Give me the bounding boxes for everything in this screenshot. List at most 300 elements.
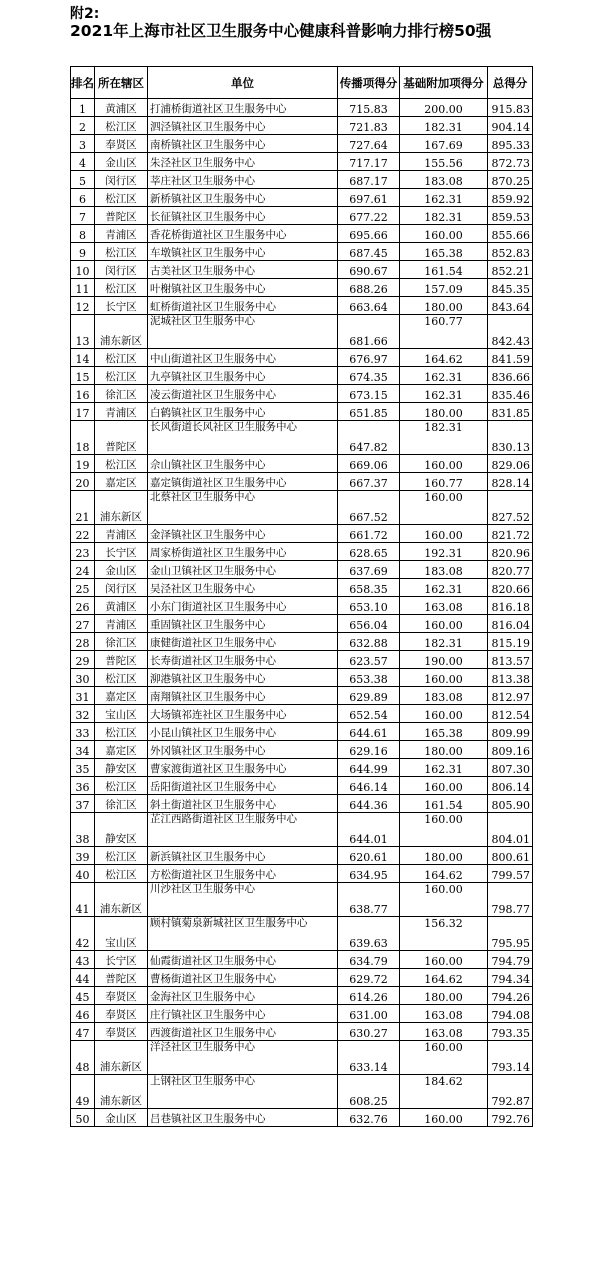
cell-spread-score: 673.15 bbox=[338, 385, 400, 403]
ranking-table bbox=[70, 66, 533, 1127]
cell-spread-score: 688.26 bbox=[338, 279, 400, 297]
cell-bonus-score: 184.62 bbox=[400, 1075, 488, 1109]
cell-spread-score: 652.54 bbox=[338, 705, 400, 723]
cell-unit: 朱泾社区卫生服务中心 bbox=[148, 153, 338, 171]
cell-bonus-score: 165.38 bbox=[400, 243, 488, 261]
cell-district: 闵行区 bbox=[95, 261, 148, 279]
cell-unit: 车墩镇社区卫生服务中心 bbox=[148, 243, 338, 261]
cell-spread-score: 644.99 bbox=[338, 759, 400, 777]
cell-district: 宝山区 bbox=[95, 917, 148, 951]
table-row bbox=[71, 261, 533, 279]
cell-total-score: 794.26 bbox=[488, 987, 533, 1005]
cell-spread-score: 633.14 bbox=[338, 1041, 400, 1075]
cell-total-score: 815.19 bbox=[488, 633, 533, 651]
cell-bonus-score: 183.08 bbox=[400, 561, 488, 579]
cell-rank: 31 bbox=[71, 687, 95, 705]
cell-rank: 13 bbox=[71, 315, 95, 349]
cell-spread-score: 631.00 bbox=[338, 1005, 400, 1023]
cell-unit: 香花桥街道社区卫生服务中心 bbox=[148, 225, 338, 243]
cell-total-score: 904.14 bbox=[488, 117, 533, 135]
cell-rank: 6 bbox=[71, 189, 95, 207]
cell-total-score: 805.90 bbox=[488, 795, 533, 813]
cell-rank: 27 bbox=[71, 615, 95, 633]
cell-bonus-score: 180.00 bbox=[400, 741, 488, 759]
cell-spread-score: 646.14 bbox=[338, 777, 400, 795]
cell-district: 松江区 bbox=[95, 279, 148, 297]
cell-rank: 50 bbox=[71, 1109, 95, 1127]
cell-total-score: 859.53 bbox=[488, 207, 533, 225]
cell-rank: 37 bbox=[71, 795, 95, 813]
cell-bonus-score: 160.00 bbox=[400, 455, 488, 473]
cell-spread-score: 658.35 bbox=[338, 579, 400, 597]
cell-spread-score: 623.57 bbox=[338, 651, 400, 669]
cell-unit: 吴泾社区卫生服务中心 bbox=[148, 579, 338, 597]
cell-spread-score: 681.66 bbox=[338, 315, 400, 349]
cell-bonus-score: 160.00 bbox=[400, 883, 488, 917]
cell-spread-score: 687.17 bbox=[338, 171, 400, 189]
cell-unit: 长征镇社区卫生服务中心 bbox=[148, 207, 338, 225]
cell-rank: 40 bbox=[71, 865, 95, 883]
table-row bbox=[71, 543, 533, 561]
cell-total-score: 798.77 bbox=[488, 883, 533, 917]
cell-spread-score: 695.66 bbox=[338, 225, 400, 243]
cell-unit: 重固镇社区卫生服务中心 bbox=[148, 615, 338, 633]
cell-bonus-score: 192.31 bbox=[400, 543, 488, 561]
cell-total-score: 872.73 bbox=[488, 153, 533, 171]
cell-unit: 中山街道社区卫生服务中心 bbox=[148, 349, 338, 367]
cell-bonus-score: 160.77 bbox=[400, 315, 488, 349]
cell-total-score: 821.72 bbox=[488, 525, 533, 543]
cell-bonus-score: 161.54 bbox=[400, 261, 488, 279]
cell-total-score: 852.21 bbox=[488, 261, 533, 279]
cell-spread-score: 647.82 bbox=[338, 421, 400, 455]
cell-spread-score: 634.95 bbox=[338, 865, 400, 883]
cell-total-score: 816.04 bbox=[488, 615, 533, 633]
cell-district: 徐汇区 bbox=[95, 795, 148, 813]
cell-unit: 曹家渡街道社区卫生服务中心 bbox=[148, 759, 338, 777]
cell-unit: 凌云街道社区卫生服务中心 bbox=[148, 385, 338, 403]
cell-rank: 44 bbox=[71, 969, 95, 987]
cell-district: 奉贤区 bbox=[95, 1005, 148, 1023]
cell-district: 徐汇区 bbox=[95, 385, 148, 403]
cell-bonus-score: 182.31 bbox=[400, 207, 488, 225]
cell-unit: 泗泾镇社区卫生服务中心 bbox=[148, 117, 338, 135]
cell-unit: 岳阳街道社区卫生服务中心 bbox=[148, 777, 338, 795]
cell-unit: 泖港镇社区卫生服务中心 bbox=[148, 669, 338, 687]
cell-rank: 41 bbox=[71, 883, 95, 917]
cell-spread-score: 717.17 bbox=[338, 153, 400, 171]
cell-total-score: 804.01 bbox=[488, 813, 533, 847]
cell-unit: 白鹤镇社区卫生服务中心 bbox=[148, 403, 338, 421]
cell-total-score: 895.33 bbox=[488, 135, 533, 153]
cell-total-score: 809.99 bbox=[488, 723, 533, 741]
cell-total-score: 793.14 bbox=[488, 1041, 533, 1075]
cell-total-score: 870.25 bbox=[488, 171, 533, 189]
cell-spread-score: 637.69 bbox=[338, 561, 400, 579]
cell-unit: 北蔡社区卫生服务中心 bbox=[148, 491, 338, 525]
cell-district: 黄浦区 bbox=[95, 597, 148, 615]
cell-total-score: 800.61 bbox=[488, 847, 533, 865]
cell-rank: 12 bbox=[71, 297, 95, 315]
cell-district: 青浦区 bbox=[95, 403, 148, 421]
cell-unit: 长风街道长风社区卫生服务中心 bbox=[148, 421, 338, 455]
cell-district: 浦东新区 bbox=[95, 1075, 148, 1109]
cell-district: 松江区 bbox=[95, 117, 148, 135]
table-row bbox=[71, 561, 533, 579]
cell-bonus-score: 183.08 bbox=[400, 687, 488, 705]
table-row bbox=[71, 207, 533, 225]
cell-district: 静安区 bbox=[95, 759, 148, 777]
cell-district: 静安区 bbox=[95, 813, 148, 847]
cell-rank: 39 bbox=[71, 847, 95, 865]
cell-unit: 康健街道社区卫生服务中心 bbox=[148, 633, 338, 651]
cell-rank: 26 bbox=[71, 597, 95, 615]
cell-district: 嘉定区 bbox=[95, 473, 148, 491]
cell-unit: 川沙社区卫生服务中心 bbox=[148, 883, 338, 917]
cell-district: 青浦区 bbox=[95, 225, 148, 243]
cell-rank: 32 bbox=[71, 705, 95, 723]
cell-spread-score: 638.77 bbox=[338, 883, 400, 917]
cell-spread-score: 677.22 bbox=[338, 207, 400, 225]
cell-district: 松江区 bbox=[95, 847, 148, 865]
cell-rank: 5 bbox=[71, 171, 95, 189]
cell-bonus-score: 190.00 bbox=[400, 651, 488, 669]
cell-total-score: 827.52 bbox=[488, 491, 533, 525]
cell-unit: 芷江西路街道社区卫生服务中心 bbox=[148, 813, 338, 847]
cell-unit: 新浜镇社区卫生服务中心 bbox=[148, 847, 338, 865]
cell-district: 闵行区 bbox=[95, 171, 148, 189]
cell-spread-score: 721.83 bbox=[338, 117, 400, 135]
table-row bbox=[71, 669, 533, 687]
cell-bonus-score: 161.54 bbox=[400, 795, 488, 813]
cell-spread-score: 653.10 bbox=[338, 597, 400, 615]
cell-rank: 9 bbox=[71, 243, 95, 261]
table-row bbox=[71, 525, 533, 543]
cell-bonus-score: 162.31 bbox=[400, 367, 488, 385]
cell-spread-score: 676.97 bbox=[338, 349, 400, 367]
cell-total-score: 915.83 bbox=[488, 99, 533, 117]
table-row bbox=[71, 403, 533, 421]
cell-unit: 大场镇祁连社区卫生服务中心 bbox=[148, 705, 338, 723]
cell-total-score: 842.43 bbox=[488, 315, 533, 349]
cell-spread-score: 674.35 bbox=[338, 367, 400, 385]
cell-spread-score: 727.64 bbox=[338, 135, 400, 153]
header-spread-score: 传播项得分 bbox=[338, 67, 400, 99]
table-row bbox=[71, 741, 533, 759]
cell-unit: 方松街道社区卫生服务中心 bbox=[148, 865, 338, 883]
cell-total-score: 807.30 bbox=[488, 759, 533, 777]
cell-district: 松江区 bbox=[95, 865, 148, 883]
cell-unit: 外冈镇社区卫生服务中心 bbox=[148, 741, 338, 759]
table-row bbox=[71, 777, 533, 795]
cell-unit: 新桥镇社区卫生服务中心 bbox=[148, 189, 338, 207]
cell-bonus-score: 163.08 bbox=[400, 1005, 488, 1023]
cell-bonus-score: 182.31 bbox=[400, 421, 488, 455]
cell-district: 嘉定区 bbox=[95, 741, 148, 759]
cell-spread-score: 697.61 bbox=[338, 189, 400, 207]
cell-district: 浦东新区 bbox=[95, 491, 148, 525]
cell-total-score: 820.77 bbox=[488, 561, 533, 579]
cell-total-score: 812.54 bbox=[488, 705, 533, 723]
table-row bbox=[71, 759, 533, 777]
cell-district: 普陀区 bbox=[95, 421, 148, 455]
cell-total-score: 813.38 bbox=[488, 669, 533, 687]
cell-district: 闵行区 bbox=[95, 579, 148, 597]
cell-total-score: 792.76 bbox=[488, 1109, 533, 1127]
cell-spread-score: 620.61 bbox=[338, 847, 400, 865]
cell-rank: 4 bbox=[71, 153, 95, 171]
cell-district: 普陀区 bbox=[95, 207, 148, 225]
cell-bonus-score: 163.08 bbox=[400, 1023, 488, 1041]
cell-spread-score: 628.65 bbox=[338, 543, 400, 561]
cell-spread-score: 656.04 bbox=[338, 615, 400, 633]
cell-district: 普陀区 bbox=[95, 651, 148, 669]
cell-rank: 3 bbox=[71, 135, 95, 153]
cell-bonus-score: 157.09 bbox=[400, 279, 488, 297]
cell-unit: 庄行镇社区卫生服务中心 bbox=[148, 1005, 338, 1023]
cell-unit: 仙霞街道社区卫生服务中心 bbox=[148, 951, 338, 969]
cell-rank: 28 bbox=[71, 633, 95, 651]
cell-unit: 顾村镇菊泉新城社区卫生服务中心 bbox=[148, 917, 338, 951]
table-row bbox=[71, 705, 533, 723]
cell-spread-score: 669.06 bbox=[338, 455, 400, 473]
cell-rank: 45 bbox=[71, 987, 95, 1005]
cell-unit: 周家桥街道社区卫生服务中心 bbox=[148, 543, 338, 561]
cell-total-score: 794.34 bbox=[488, 969, 533, 987]
cell-district: 青浦区 bbox=[95, 525, 148, 543]
table-row bbox=[71, 171, 533, 189]
cell-bonus-score: 162.31 bbox=[400, 385, 488, 403]
cell-total-score: 809.16 bbox=[488, 741, 533, 759]
cell-district: 松江区 bbox=[95, 777, 148, 795]
cell-bonus-score: 160.00 bbox=[400, 525, 488, 543]
table-row bbox=[71, 951, 533, 969]
table-row bbox=[71, 135, 533, 153]
cell-spread-score: 634.79 bbox=[338, 951, 400, 969]
cell-spread-score: 629.89 bbox=[338, 687, 400, 705]
cell-spread-score: 629.16 bbox=[338, 741, 400, 759]
table-row bbox=[71, 687, 533, 705]
cell-total-score: 835.46 bbox=[488, 385, 533, 403]
cell-rank: 22 bbox=[71, 525, 95, 543]
header-total-score: 总得分 bbox=[488, 67, 533, 99]
cell-total-score: 793.35 bbox=[488, 1023, 533, 1041]
cell-district: 金山区 bbox=[95, 153, 148, 171]
cell-spread-score: 667.37 bbox=[338, 473, 400, 491]
cell-spread-score: 690.67 bbox=[338, 261, 400, 279]
cell-district: 长宁区 bbox=[95, 951, 148, 969]
cell-total-score: 812.97 bbox=[488, 687, 533, 705]
table-row bbox=[71, 243, 533, 261]
table-row bbox=[71, 883, 533, 917]
page-title: 2021年上海市社区卫生服务中心健康科普影响力排行榜50强 bbox=[70, 22, 492, 40]
cell-unit: 叶榭镇社区卫生服务中心 bbox=[148, 279, 338, 297]
cell-district: 松江区 bbox=[95, 455, 148, 473]
cell-unit: 小昆山镇社区卫生服务中心 bbox=[148, 723, 338, 741]
table-row bbox=[71, 367, 533, 385]
table-row bbox=[71, 315, 533, 349]
cell-bonus-score: 160.77 bbox=[400, 473, 488, 491]
table-row bbox=[71, 633, 533, 651]
cell-spread-score: 639.63 bbox=[338, 917, 400, 951]
cell-rank: 7 bbox=[71, 207, 95, 225]
cell-bonus-score: 165.38 bbox=[400, 723, 488, 741]
table-row bbox=[71, 225, 533, 243]
cell-bonus-score: 163.08 bbox=[400, 597, 488, 615]
cell-total-score: 794.79 bbox=[488, 951, 533, 969]
cell-bonus-score: 160.00 bbox=[400, 777, 488, 795]
cell-rank: 14 bbox=[71, 349, 95, 367]
cell-unit: 上钢社区卫生服务中心 bbox=[148, 1075, 338, 1109]
cell-rank: 25 bbox=[71, 579, 95, 597]
cell-district: 松江区 bbox=[95, 367, 148, 385]
table-row bbox=[71, 189, 533, 207]
cell-bonus-score: 162.31 bbox=[400, 579, 488, 597]
cell-rank: 17 bbox=[71, 403, 95, 421]
cell-district: 浦东新区 bbox=[95, 315, 148, 349]
cell-bonus-score: 155.56 bbox=[400, 153, 488, 171]
cell-spread-score: 653.38 bbox=[338, 669, 400, 687]
cell-total-score: 829.06 bbox=[488, 455, 533, 473]
cell-district: 松江区 bbox=[95, 669, 148, 687]
cell-total-score: 859.92 bbox=[488, 189, 533, 207]
cell-bonus-score: 200.00 bbox=[400, 99, 488, 117]
cell-spread-score: 644.61 bbox=[338, 723, 400, 741]
cell-unit: 佘山镇社区卫生服务中心 bbox=[148, 455, 338, 473]
table-row bbox=[71, 969, 533, 987]
cell-unit: 九亭镇社区卫生服务中心 bbox=[148, 367, 338, 385]
table-row bbox=[71, 455, 533, 473]
cell-bonus-score: 160.00 bbox=[400, 813, 488, 847]
cell-unit: 洋泾社区卫生服务中心 bbox=[148, 1041, 338, 1075]
cell-district: 浦东新区 bbox=[95, 883, 148, 917]
cell-district: 松江区 bbox=[95, 349, 148, 367]
cell-rank: 18 bbox=[71, 421, 95, 455]
cell-rank: 33 bbox=[71, 723, 95, 741]
cell-rank: 15 bbox=[71, 367, 95, 385]
cell-bonus-score: 156.32 bbox=[400, 917, 488, 951]
cell-rank: 49 bbox=[71, 1075, 95, 1109]
table-row bbox=[71, 723, 533, 741]
table-row bbox=[71, 297, 533, 315]
table-row bbox=[71, 1075, 533, 1109]
cell-rank: 34 bbox=[71, 741, 95, 759]
cell-rank: 8 bbox=[71, 225, 95, 243]
table-row bbox=[71, 813, 533, 847]
cell-unit: 金山卫镇社区卫生服务中心 bbox=[148, 561, 338, 579]
cell-bonus-score: 180.00 bbox=[400, 847, 488, 865]
table-row bbox=[71, 117, 533, 135]
cell-bonus-score: 167.69 bbox=[400, 135, 488, 153]
cell-spread-score: 663.64 bbox=[338, 297, 400, 315]
cell-spread-score: 629.72 bbox=[338, 969, 400, 987]
cell-bonus-score: 164.62 bbox=[400, 969, 488, 987]
cell-district: 宝山区 bbox=[95, 705, 148, 723]
cell-rank: 36 bbox=[71, 777, 95, 795]
cell-bonus-score: 160.00 bbox=[400, 951, 488, 969]
cell-rank: 10 bbox=[71, 261, 95, 279]
cell-rank: 11 bbox=[71, 279, 95, 297]
cell-bonus-score: 160.00 bbox=[400, 225, 488, 243]
cell-spread-score: 661.72 bbox=[338, 525, 400, 543]
header-bonus-score: 基础附加项得分 bbox=[400, 67, 488, 99]
cell-unit: 西渡街道社区卫生服务中心 bbox=[148, 1023, 338, 1041]
cell-unit: 斜土街道社区卫生服务中心 bbox=[148, 795, 338, 813]
cell-spread-score: 687.45 bbox=[338, 243, 400, 261]
table-row bbox=[71, 597, 533, 615]
header-unit: 单位 bbox=[148, 67, 338, 99]
cell-rank: 19 bbox=[71, 455, 95, 473]
cell-rank: 46 bbox=[71, 1005, 95, 1023]
cell-unit: 金泽镇社区卫生服务中心 bbox=[148, 525, 338, 543]
cell-rank: 38 bbox=[71, 813, 95, 847]
cell-unit: 南桥镇社区卫生服务中心 bbox=[148, 135, 338, 153]
cell-total-score: 855.66 bbox=[488, 225, 533, 243]
cell-bonus-score: 160.00 bbox=[400, 1109, 488, 1127]
cell-district: 长宁区 bbox=[95, 543, 148, 561]
cell-total-score: 806.14 bbox=[488, 777, 533, 795]
table-row bbox=[71, 579, 533, 597]
cell-spread-score: 651.85 bbox=[338, 403, 400, 421]
cell-bonus-score: 182.31 bbox=[400, 633, 488, 651]
cell-bonus-score: 162.31 bbox=[400, 189, 488, 207]
cell-total-score: 841.59 bbox=[488, 349, 533, 367]
cell-total-score: 795.95 bbox=[488, 917, 533, 951]
table-row bbox=[71, 1041, 533, 1075]
table-row bbox=[71, 279, 533, 297]
cell-spread-score: 632.76 bbox=[338, 1109, 400, 1127]
cell-district: 金山区 bbox=[95, 1109, 148, 1127]
cell-district: 嘉定区 bbox=[95, 687, 148, 705]
table-row bbox=[71, 491, 533, 525]
cell-total-score: 830.13 bbox=[488, 421, 533, 455]
table-row bbox=[71, 473, 533, 491]
table-row bbox=[71, 153, 533, 171]
cell-rank: 48 bbox=[71, 1041, 95, 1075]
cell-district: 普陀区 bbox=[95, 969, 148, 987]
cell-spread-score: 667.52 bbox=[338, 491, 400, 525]
cell-unit: 长寿街道社区卫生服务中心 bbox=[148, 651, 338, 669]
cell-total-score: 794.08 bbox=[488, 1005, 533, 1023]
cell-rank: 24 bbox=[71, 561, 95, 579]
cell-total-score: 799.57 bbox=[488, 865, 533, 883]
cell-total-score: 836.66 bbox=[488, 367, 533, 385]
cell-rank: 2 bbox=[71, 117, 95, 135]
table-row bbox=[71, 615, 533, 633]
cell-district: 徐汇区 bbox=[95, 633, 148, 651]
cell-unit: 南翔镇社区卫生服务中心 bbox=[148, 687, 338, 705]
cell-district: 松江区 bbox=[95, 243, 148, 261]
cell-spread-score: 644.36 bbox=[338, 795, 400, 813]
cell-rank: 47 bbox=[71, 1023, 95, 1041]
cell-bonus-score: 164.62 bbox=[400, 865, 488, 883]
cell-unit: 小东门街道社区卫生服务中心 bbox=[148, 597, 338, 615]
cell-bonus-score: 160.00 bbox=[400, 615, 488, 633]
cell-bonus-score: 180.00 bbox=[400, 297, 488, 315]
cell-rank: 23 bbox=[71, 543, 95, 561]
cell-rank: 20 bbox=[71, 473, 95, 491]
cell-rank: 43 bbox=[71, 951, 95, 969]
table-row bbox=[71, 1109, 533, 1127]
cell-total-score: 792.87 bbox=[488, 1075, 533, 1109]
cell-bonus-score: 160.00 bbox=[400, 491, 488, 525]
cell-spread-score: 715.83 bbox=[338, 99, 400, 117]
cell-total-score: 828.14 bbox=[488, 473, 533, 491]
cell-spread-score: 632.88 bbox=[338, 633, 400, 651]
cell-district: 松江区 bbox=[95, 189, 148, 207]
table-row bbox=[71, 917, 533, 951]
table-row bbox=[71, 421, 533, 455]
